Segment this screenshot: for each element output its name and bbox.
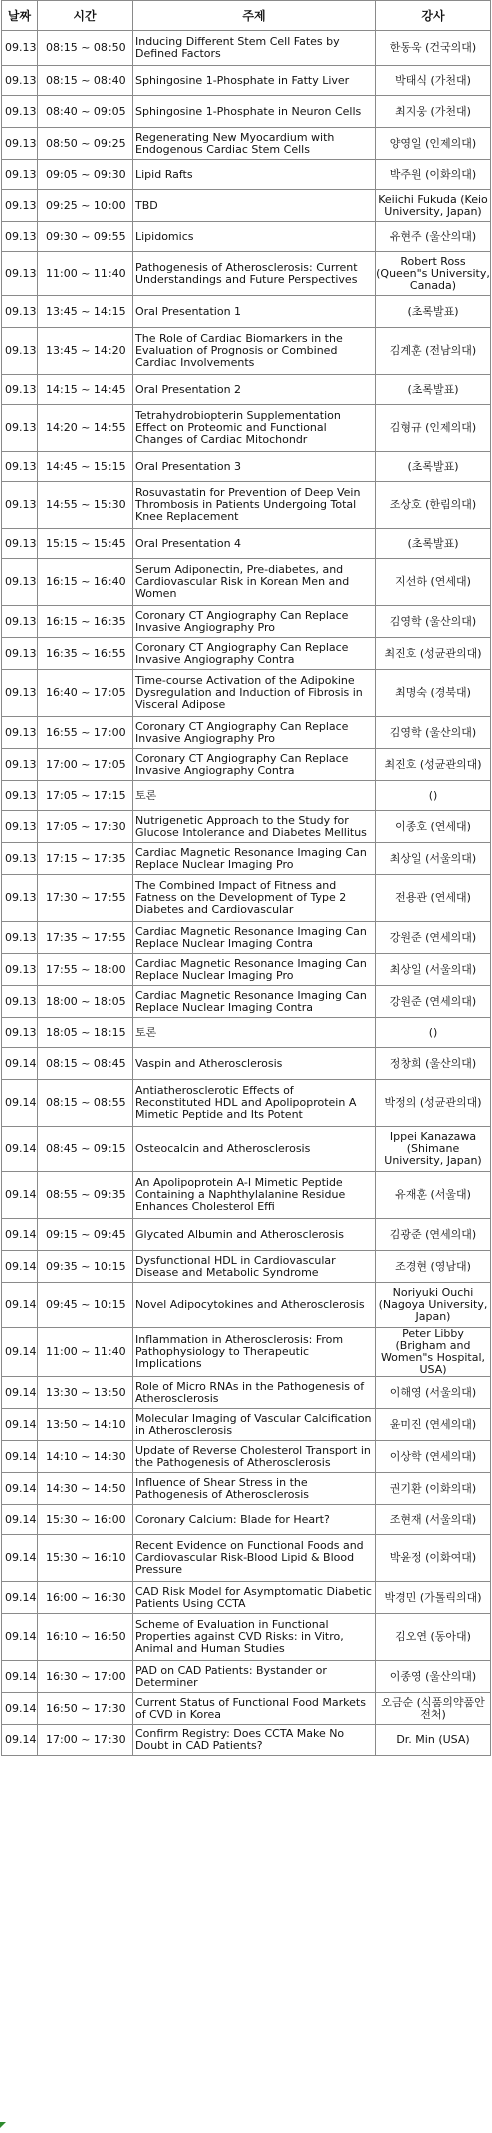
speaker-cell: Ippei Kanazawa (Shimane University, Japan): [376, 1127, 491, 1172]
time-cell: 09:35 ~ 10:15: [38, 1251, 133, 1283]
table-row: [2, 606, 491, 638]
topic-cell: Dysfunctional HDL in Cardiovascular Disease and Metabolic Syndrome: [133, 1251, 376, 1283]
date-cell: 09.13: [2, 66, 38, 96]
table-row: [2, 1219, 491, 1251]
time-cell: 14:55 ~ 15:30: [38, 482, 133, 529]
table-row: [2, 482, 491, 529]
speaker-cell: Noriyuki Ouchi (Nagoya University, Japan): [376, 1283, 491, 1328]
speaker-cell: 이종호 (연세대): [376, 811, 491, 843]
table-row: [2, 1127, 491, 1172]
speaker-cell: 최명숙 (경북대): [376, 670, 491, 717]
date-cell: 09.13: [2, 606, 38, 638]
topic-cell: Glycated Albumin and Atherosclerosis: [133, 1219, 376, 1251]
time-cell: 08:15 ~ 08:45: [38, 1048, 133, 1080]
time-cell: 16:30 ~ 17:00: [38, 1661, 133, 1693]
time-cell: 17:30 ~ 17:55: [38, 875, 133, 922]
date-cell: 09.13: [2, 222, 38, 252]
speaker-cell: 지선하 (연세대): [376, 559, 491, 606]
time-cell: 08:55 ~ 09:35: [38, 1172, 133, 1219]
topic-cell: Oral Presentation 2: [133, 375, 376, 405]
time-cell: 15:15 ~ 15:45: [38, 529, 133, 559]
topic-cell: Vaspin and Atherosclerosis: [133, 1048, 376, 1080]
table-row: [2, 452, 491, 482]
speaker-cell: (초록발표): [376, 452, 491, 482]
speaker-cell: Peter Libby (Brigham and Women"s Hospital, USA): [376, 1328, 491, 1377]
topic-cell: Coronary CT Angiography Can Replace Invasive Angiography Pro: [133, 606, 376, 638]
table-row: [2, 252, 491, 296]
date-cell: 09.14: [2, 1048, 38, 1080]
speaker-cell: (): [376, 781, 491, 811]
date-cell: 09.13: [2, 31, 38, 66]
date-cell: 09.14: [2, 1328, 38, 1377]
date-cell: 09.13: [2, 922, 38, 954]
time-cell: 14:10 ~ 14:30: [38, 1441, 133, 1473]
table-row: [2, 405, 491, 452]
topic-cell: 토론: [133, 781, 376, 811]
date-cell: 09.13: [2, 749, 38, 781]
topic-cell: Cardiac Magnetic Resonance Imaging Can Replace Nuclear Imaging Pro: [133, 954, 376, 986]
header-row: [2, 1, 491, 31]
speaker-cell: 윤미진 (연세의대): [376, 1409, 491, 1441]
time-cell: 17:15 ~ 17:35: [38, 843, 133, 875]
schedule-body: [2, 31, 491, 1756]
time-cell: 15:30 ~ 16:00: [38, 1505, 133, 1535]
table-row: [2, 1473, 491, 1505]
date-cell: 09.13: [2, 452, 38, 482]
topic-cell: Current Status of Functional Food Markets of CVD in Korea: [133, 1693, 376, 1725]
speaker-cell: 김광준 (연세의대): [376, 1219, 491, 1251]
topic-cell: Coronary CT Angiography Can Replace Invasive Angiography Pro: [133, 717, 376, 749]
speaker-cell: 강원준 (연세의대): [376, 922, 491, 954]
topic-cell: 토론: [133, 1018, 376, 1048]
table-row: [2, 1172, 491, 1219]
time-cell: 16:35 ~ 16:55: [38, 638, 133, 670]
time-cell: 17:35 ~ 17:55: [38, 922, 133, 954]
speaker-cell: 김영학 (울산의대): [376, 606, 491, 638]
date-cell: 09.13: [2, 986, 38, 1018]
speaker-cell: 김오연 (동아대): [376, 1614, 491, 1661]
speaker-cell: 조상호 (한림의대): [376, 482, 491, 529]
table-row: [2, 96, 491, 128]
table-row: [2, 717, 491, 749]
time-cell: 09:25 ~ 10:00: [38, 190, 133, 222]
time-cell: 11:00 ~ 11:40: [38, 252, 133, 296]
speaker-cell: 정창희 (울산의대): [376, 1048, 491, 1080]
speaker-cell: 전용관 (연세대): [376, 875, 491, 922]
table-row: [2, 190, 491, 222]
table-row: [2, 749, 491, 781]
date-cell: 09.13: [2, 482, 38, 529]
time-cell: 16:10 ~ 16:50: [38, 1614, 133, 1661]
speaker-cell: 이종영 (울산의대): [376, 1661, 491, 1693]
speaker-cell: 양영일 (인제의대): [376, 128, 491, 160]
time-cell: 17:00 ~ 17:30: [38, 1725, 133, 1756]
table-row: [2, 1441, 491, 1473]
speaker-cell: 이상학 (연세의대): [376, 1441, 491, 1473]
date-cell: 09.14: [2, 1473, 38, 1505]
table-row: [2, 1328, 491, 1377]
topic-cell: Pathogenesis of Atherosclerosis: Current Understandings and Future Perspectives: [133, 252, 376, 296]
speaker-cell: 강원준 (연세의대): [376, 986, 491, 1018]
header-topic: 주제: [133, 1, 376, 31]
date-cell: 09.13: [2, 328, 38, 375]
speaker-cell: Dr. Min (USA): [376, 1725, 491, 1756]
topic-cell: PAD on CAD Patients: Bystander or Determiner: [133, 1661, 376, 1693]
date-cell: 09.13: [2, 1018, 38, 1048]
table-row: [2, 375, 491, 405]
table-row: [2, 160, 491, 190]
table-row: [2, 1661, 491, 1693]
topic-cell: Cardiac Magnetic Resonance Imaging Can Replace Nuclear Imaging Pro: [133, 843, 376, 875]
table-row: [2, 1582, 491, 1614]
time-cell: 13:30 ~ 13:50: [38, 1377, 133, 1409]
time-cell: 14:45 ~ 15:15: [38, 452, 133, 482]
time-cell: 17:05 ~ 17:15: [38, 781, 133, 811]
speaker-cell: 박경민 (가톨릭의대): [376, 1582, 491, 1614]
speaker-cell: 박태식 (가천대): [376, 66, 491, 96]
time-cell: 08:50 ~ 09:25: [38, 128, 133, 160]
topic-cell: Lipidomics: [133, 222, 376, 252]
topic-cell: Cardiac Magnetic Resonance Imaging Can Replace Nuclear Imaging Contra: [133, 922, 376, 954]
time-cell: 18:05 ~ 18:15: [38, 1018, 133, 1048]
table-row: [2, 1725, 491, 1756]
date-cell: 09.13: [2, 670, 38, 717]
time-cell: 09:15 ~ 09:45: [38, 1219, 133, 1251]
table-row: [2, 670, 491, 717]
date-cell: 09.13: [2, 717, 38, 749]
speaker-cell: 조경현 (영남대): [376, 1251, 491, 1283]
topic-cell: Coronary CT Angiography Can Replace Invasive Angiography Contra: [133, 749, 376, 781]
table-row: [2, 328, 491, 375]
time-cell: 09:05 ~ 09:30: [38, 160, 133, 190]
topic-cell: Inducing Different Stem Cell Fates by Defined Factors: [133, 31, 376, 66]
date-cell: 09.13: [2, 128, 38, 160]
date-cell: 09.13: [2, 529, 38, 559]
topic-cell: Osteocalcin and Atherosclerosis: [133, 1127, 376, 1172]
topic-cell: Molecular Imaging of Vascular Calcification in Atherosclerosis: [133, 1409, 376, 1441]
date-cell: 09.14: [2, 1535, 38, 1582]
date-cell: 09.13: [2, 843, 38, 875]
date-cell: 09.13: [2, 405, 38, 452]
topic-cell: Tetrahydrobiopterin Supplementation Effect on Proteomic and Functional Changes of Cardiac Mitochondr: [133, 405, 376, 452]
time-cell: 16:15 ~ 16:40: [38, 559, 133, 606]
date-cell: 09.14: [2, 1127, 38, 1172]
time-cell: 17:00 ~ 17:05: [38, 749, 133, 781]
table-row: [2, 1377, 491, 1409]
topic-cell: TBD: [133, 190, 376, 222]
topic-cell: CAD Risk Model for Asymptomatic Diabetic Patients Using CCTA: [133, 1582, 376, 1614]
table-row: [2, 559, 491, 606]
date-cell: 09.14: [2, 1283, 38, 1328]
time-cell: 08:40 ~ 09:05: [38, 96, 133, 128]
topic-cell: Scheme of Evaluation in Functional Properties against CVD Risks: in Vitro, Animal and Human Studies: [133, 1614, 376, 1661]
table-row: [2, 1283, 491, 1328]
date-cell: 09.13: [2, 252, 38, 296]
date-cell: 09.14: [2, 1251, 38, 1283]
date-cell: 09.14: [2, 1409, 38, 1441]
speaker-cell: 이해영 (서울의대): [376, 1377, 491, 1409]
table-row: [2, 986, 491, 1018]
topic-cell: An Apolipoprotein A-I Mimetic Peptide Containing a Naphthylalanine Residue Enhances Cholesterol Effi: [133, 1172, 376, 1219]
speaker-cell: 유재훈 (서울대): [376, 1172, 491, 1219]
time-cell: 16:15 ~ 16:35: [38, 606, 133, 638]
date-cell: 09.13: [2, 160, 38, 190]
topic-cell: Inflammation in Atherosclerosis: From Pathophysiology to Therapeutic Implications: [133, 1328, 376, 1377]
date-cell: 09.13: [2, 638, 38, 670]
topic-cell: Sphingosine 1-Phosphate in Fatty Liver: [133, 66, 376, 96]
date-cell: 09.13: [2, 559, 38, 606]
date-cell: 09.14: [2, 1693, 38, 1725]
time-cell: 18:00 ~ 18:05: [38, 986, 133, 1018]
topic-cell: Rosuvastatin for Prevention of Deep Vein Thrombosis in Patients Undergoing Total Knee Replacement: [133, 482, 376, 529]
speaker-cell: 김계훈 (전남의대): [376, 328, 491, 375]
date-cell: 09.13: [2, 781, 38, 811]
topic-cell: Coronary CT Angiography Can Replace Invasive Angiography Contra: [133, 638, 376, 670]
speaker-cell: 권기환 (이화의대): [376, 1473, 491, 1505]
table-row: [2, 781, 491, 811]
topic-cell: Cardiac Magnetic Resonance Imaging Can Replace Nuclear Imaging Contra: [133, 986, 376, 1018]
time-cell: 08:15 ~ 08:55: [38, 1080, 133, 1127]
topic-cell: Regenerating New Myocardium with Endogenous Cardiac Stem Cells: [133, 128, 376, 160]
table-row: [2, 1251, 491, 1283]
table-row: [2, 1080, 491, 1127]
speaker-cell: (초록발표): [376, 296, 491, 328]
table-row: [2, 296, 491, 328]
speaker-cell: 박정의 (성균관의대): [376, 1080, 491, 1127]
speaker-cell: 한동욱 (건국의대): [376, 31, 491, 66]
table-row: [2, 222, 491, 252]
time-cell: 13:45 ~ 14:20: [38, 328, 133, 375]
topic-cell: Influence of Shear Stress in the Pathogenesis of Atherosclerosis: [133, 1473, 376, 1505]
table-row: [2, 638, 491, 670]
topic-cell: Lipid Rafts: [133, 160, 376, 190]
date-cell: 09.14: [2, 1582, 38, 1614]
speaker-cell: 박주원 (이화의대): [376, 160, 491, 190]
date-cell: 09.13: [2, 375, 38, 405]
date-cell: 09.13: [2, 811, 38, 843]
date-cell: 09.14: [2, 1377, 38, 1409]
table-row: [2, 31, 491, 66]
date-cell: 09.14: [2, 1080, 38, 1127]
date-cell: 09.14: [2, 1441, 38, 1473]
time-cell: 17:05 ~ 17:30: [38, 811, 133, 843]
topic-cell: Confirm Registry: Does CCTA Make No Doubt in CAD Patients?: [133, 1725, 376, 1756]
header-speaker: 강사: [376, 1, 491, 31]
topic-cell: The Role of Cardiac Biomarkers in the Evaluation of Prognosis or Combined Cardiac Involvements: [133, 328, 376, 375]
topic-cell: Oral Presentation 3: [133, 452, 376, 482]
speaker-cell: 최상일 (서울의대): [376, 954, 491, 986]
speaker-cell: 오금순 (식품의약품안전처): [376, 1693, 491, 1725]
table-row: [2, 1505, 491, 1535]
table-row: [2, 811, 491, 843]
time-cell: 14:15 ~ 14:45: [38, 375, 133, 405]
speaker-cell: (초록발표): [376, 529, 491, 559]
schedule-table: [1, 0, 491, 1756]
time-cell: 09:30 ~ 09:55: [38, 222, 133, 252]
topic-cell: Sphingosine 1-Phosphate in Neuron Cells: [133, 96, 376, 128]
topic-cell: Novel Adipocytokines and Atherosclerosis: [133, 1283, 376, 1328]
time-cell: 15:30 ~ 16:10: [38, 1535, 133, 1582]
topic-cell: Role of Micro RNAs in the Pathogenesis of Atherosclerosis: [133, 1377, 376, 1409]
time-cell: 13:45 ~ 14:15: [38, 296, 133, 328]
topic-cell: Antiatherosclerotic Effects of Reconstituted HDL and Apolipoprotein A Mimetic Peptide and Its Potent: [133, 1080, 376, 1127]
table-row: [2, 1018, 491, 1048]
speaker-cell: 최진호 (성균관의대): [376, 749, 491, 781]
date-cell: 09.14: [2, 1505, 38, 1535]
speaker-cell: 조현재 (서울의대): [376, 1505, 491, 1535]
topic-cell: Oral Presentation 1: [133, 296, 376, 328]
time-cell: 08:15 ~ 08:40: [38, 66, 133, 96]
date-cell: 09.13: [2, 296, 38, 328]
time-cell: 14:20 ~ 14:55: [38, 405, 133, 452]
table-row: [2, 1614, 491, 1661]
time-cell: 17:55 ~ 18:00: [38, 954, 133, 986]
header-time: 시간: [38, 1, 133, 31]
topic-cell: Coronary Calcium: Blade for Heart?: [133, 1505, 376, 1535]
topic-cell: Recent Evidence on Functional Foods and Cardiovascular Risk-Blood Lipid & Blood Pressure: [133, 1535, 376, 1582]
header-date: 날짜: [2, 1, 38, 31]
speaker-cell: 박윤정 (이화여대): [376, 1535, 491, 1582]
speaker-cell: (): [376, 1018, 491, 1048]
time-cell: 16:55 ~ 17:00: [38, 717, 133, 749]
date-cell: 09.13: [2, 954, 38, 986]
table-row: [2, 843, 491, 875]
speaker-cell: 김영학 (울산의대): [376, 717, 491, 749]
time-cell: 14:30 ~ 14:50: [38, 1473, 133, 1505]
table-row: [2, 1693, 491, 1725]
time-cell: 16:50 ~ 17:30: [38, 1693, 133, 1725]
topic-cell: Time-course Activation of the Adipokine Dysregulation and Induction of Fibrosis in Visceral Adipose: [133, 670, 376, 717]
table-row: [2, 529, 491, 559]
topic-cell: Update of Reverse Cholesterol Transport in the Pathogenesis of Atherosclerosis: [133, 1441, 376, 1473]
time-cell: 11:00 ~ 11:40: [38, 1328, 133, 1377]
table-row: [2, 66, 491, 96]
speaker-cell: Keiichi Fukuda (Keio University, Japan): [376, 190, 491, 222]
date-cell: 09.14: [2, 1172, 38, 1219]
date-cell: 09.13: [2, 96, 38, 128]
topic-cell: The Combined Impact of Fitness and Fatness on the Development of Type 2 Diabetes and Cardiovascular: [133, 875, 376, 922]
time-cell: 16:40 ~ 17:05: [38, 670, 133, 717]
table-row: [2, 128, 491, 160]
date-cell: 09.14: [2, 1219, 38, 1251]
topic-cell: Nutrigenetic Approach to the Study for Glucose Intolerance and Diabetes Mellitus: [133, 811, 376, 843]
speaker-cell: 최진호 (성균관의대): [376, 638, 491, 670]
speaker-cell: 최지웅 (가천대): [376, 96, 491, 128]
speaker-cell: 유현주 (울산의대): [376, 222, 491, 252]
speaker-cell: 김형규 (인제의대): [376, 405, 491, 452]
time-cell: 08:15 ~ 08:50: [38, 31, 133, 66]
table-row: [2, 954, 491, 986]
table-row: [2, 1048, 491, 1080]
date-cell: 09.14: [2, 1614, 38, 1661]
date-cell: 09.13: [2, 190, 38, 222]
table-row: [2, 1535, 491, 1582]
date-cell: 09.13: [2, 875, 38, 922]
topic-cell: Serum Adiponectin, Pre-diabetes, and Cardiovascular Risk in Korean Men and Women: [133, 559, 376, 606]
time-cell: 09:45 ~ 10:15: [38, 1283, 133, 1328]
table-row: [2, 875, 491, 922]
table-row: [2, 922, 491, 954]
time-cell: 16:00 ~ 16:30: [38, 1582, 133, 1614]
date-cell: 09.14: [2, 1725, 38, 1756]
time-cell: 08:45 ~ 09:15: [38, 1127, 133, 1172]
corner-mark: [0, 2122, 6, 2128]
time-cell: 13:50 ~ 14:10: [38, 1409, 133, 1441]
topic-cell: Oral Presentation 4: [133, 529, 376, 559]
speaker-cell: 최상일 (서울의대): [376, 843, 491, 875]
date-cell: 09.14: [2, 1661, 38, 1693]
table-row: [2, 1409, 491, 1441]
speaker-cell: (초록발표): [376, 375, 491, 405]
speaker-cell: Robert Ross (Queen"s University, Canada): [376, 252, 491, 296]
